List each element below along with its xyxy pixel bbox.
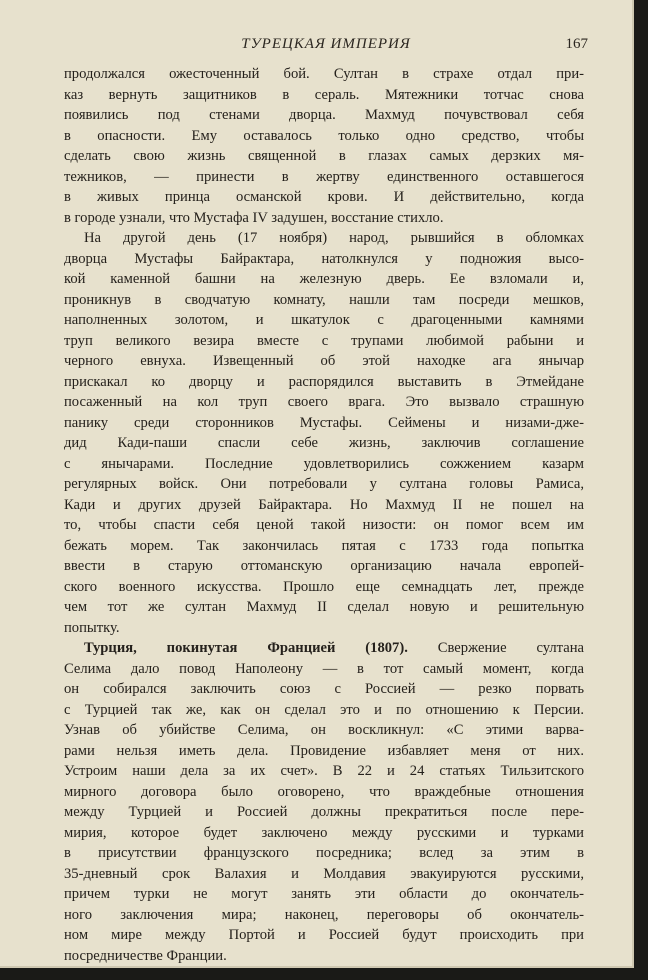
- text-line: панику среди сторонников Мустафы. Сеймены и низами-джe-: [64, 414, 584, 431]
- text-line: продолжался ожесточенный бой. Султан в страхе отдал при-: [64, 66, 584, 82]
- text-line: посредничестве Франции.: [64, 947, 227, 964]
- text-line: ввести в старую оттоманскую организацию начала европей-: [64, 558, 584, 574]
- text-line: рами нельзя иметь дела. Провидение избавляет меня от них.: [64, 742, 584, 759]
- section-title: Турция, покинутая Францией (1807).: [84, 640, 408, 656]
- running-title: ТУРЕЦКАЯ ИМПЕРИЯ: [241, 36, 411, 52]
- text-line: дворца Мустафы Байрактара, натолкнулся у подножия высо-: [64, 250, 584, 267]
- text-line: сделать свою жизнь священной в глазах самых дерзких мя-: [64, 148, 584, 164]
- text-line: кой каменной башни на железную дверь. Ее взломали и,: [64, 271, 584, 287]
- text-line: мирного договора было оговорено, что враждебные отношения: [64, 783, 584, 800]
- text-line: мирия, которое будет заключено между русскими и турками: [64, 824, 584, 841]
- section-paragraph: [64, 638, 584, 966]
- text-line: черного евнуха. Извещенный об этой находке ага янычар: [64, 353, 584, 369]
- paragraph-1: [64, 64, 584, 228]
- text-line: регулярных войск. Они потребовали у султана головы Рамиса,: [64, 476, 584, 492]
- text-line: с янычарами. Последние удовлетворились сожжением казарм: [64, 455, 584, 472]
- text-line: [64, 638, 584, 659]
- text-line: ного заключения мира; наконец, переговоры об окончатель-: [64, 906, 584, 923]
- paragraph-2: [64, 228, 584, 638]
- text-line: Кади и других друзей Байрактара. Но Махмуд II не пошел на: [64, 496, 584, 513]
- text-line: в живых принца османской крови. И действительно, когда: [64, 189, 584, 205]
- text-line: 35-дневный срок Валахия и Молдавия эвакуируются русскими,: [64, 865, 584, 882]
- text-line: в присутствии французского посредника; вслед за этим в: [64, 845, 584, 861]
- text-line: то, чтобы спасти себя ценой такой низости: он помог всем им: [64, 517, 584, 533]
- text-line: наполненных золотом, и шкатулок с драгоценными камнями: [64, 312, 584, 328]
- text-line: чем тот же султан Махмуд II сделал новую и решительную: [64, 599, 584, 615]
- text-line: попытку.: [64, 619, 120, 636]
- body-text: [64, 64, 584, 966]
- text-line: ского военного искусства. Прошло еще семнадцать лет, прежде: [64, 578, 584, 595]
- text-line: На другой день (17 ноября) народ, рывшийся в обломках: [84, 230, 584, 246]
- text-line: Селима дало повод Наполеону — в тот самый момент, когда: [64, 660, 584, 677]
- text-line: в городе узнали, что Мустафа IV задушен, восстание стихло.: [64, 209, 444, 226]
- text-line: появились под стенами дворца. Махмуд почувствовал себя: [64, 107, 584, 123]
- text-line: дид Кади-паши спасли себе жизнь, заключив соглашение: [64, 435, 584, 451]
- text-line: труп великого везира вместе с трупами любимой рабыни и: [64, 332, 584, 349]
- text-line: каз вернуть защитников в сераль. Мятежники тотчас снова: [64, 86, 584, 103]
- page-number: 167: [565, 36, 588, 52]
- running-head: [64, 36, 588, 56]
- text-line: бежать морем. Так закончилась пятая с 1733 года попытка: [64, 537, 584, 554]
- text-line: причем турки не могут занять эти области до окончатель-: [64, 886, 584, 902]
- text-line: Устроим наши дела за их счет». В 22 и 24 статьях Тильзитского: [64, 763, 584, 779]
- text-line: с Турцией так же, как он сделал это и по отношению к Персии.: [64, 701, 584, 718]
- text-line: между Турцией и Россией должны прекратиться после пере-: [64, 804, 584, 820]
- text-line: прискакал ко дворцу и распорядился выставить в Этмейдане: [64, 373, 584, 390]
- text-line: тежников, — принести в жертву единственного оставшегося: [64, 168, 584, 185]
- text-line: проникнув в сводчатую комнату, нашли там посреди мешков,: [64, 291, 584, 308]
- text-line: Узнав об убийстве Селима, он воскликнул: «С этими варва-: [64, 722, 584, 738]
- text-line: в опасности. Ему оставалось только одно средство, чтобы: [64, 127, 584, 144]
- text-line: он собирался заключить союз с Россией — резко порвать: [64, 681, 584, 697]
- text-line: посаженный на кол труп своего врага. Это вызвало страшную: [64, 394, 584, 410]
- text-line: ном мире между Портой и Россией будут происходить при: [64, 927, 584, 943]
- section-first-line-text: Свержение султана: [437, 640, 584, 656]
